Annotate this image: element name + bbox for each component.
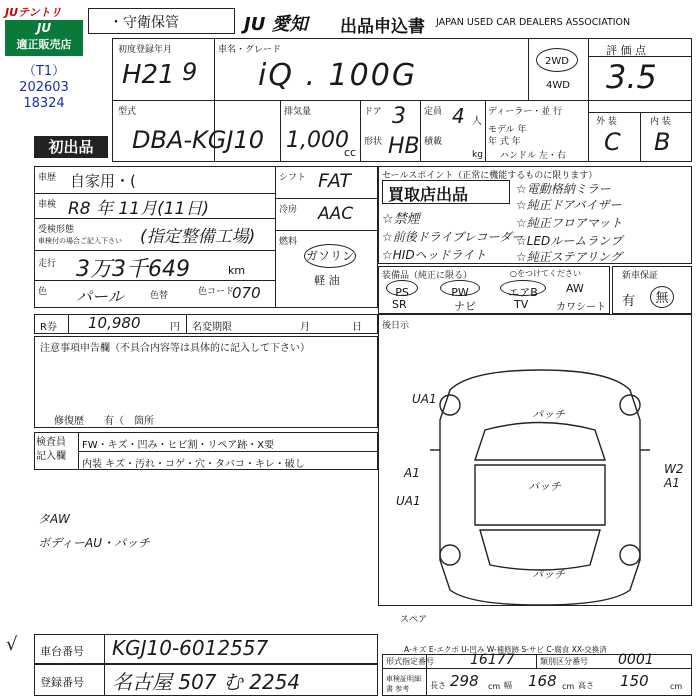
diag-ua1-top: UA1 <box>412 392 437 406</box>
repair-history: 修復歴 有（ 箇所 <box>54 416 154 427</box>
width-label: 幅 <box>504 681 512 690</box>
shift-label: シフト <box>279 173 307 183</box>
height-cm: cm <box>670 682 683 691</box>
mileage-label: 走行 <box>38 259 57 269</box>
length-label: 長さ <box>430 681 446 690</box>
lot-code: 18324 <box>23 96 65 111</box>
type-approval-label: 形式指定番号 <box>386 657 434 666</box>
sales-point-2: ☆純正ドアバイザー <box>516 198 622 212</box>
doors-value: 3 <box>392 104 406 129</box>
sales-point-1: ☆電動格納ミラー <box>516 182 611 196</box>
sales-point-7: ☆前後ドライブレコーダー <box>382 230 524 244</box>
cc-unit: cc <box>344 146 357 159</box>
sales-point-6: ☆禁煙 <box>382 212 420 227</box>
check-row-2: 内装 キズ・汚れ・コゲ・穴・タバコ・キレ・破し <box>82 459 305 470</box>
eq-ps: PS <box>386 280 418 296</box>
color-value: パール <box>76 287 124 306</box>
plate-label: 登録番号 <box>40 676 84 689</box>
receipt-note: 車検付の場合ご記入下さい <box>38 237 122 245</box>
height-label: 高さ <box>578 681 594 690</box>
fuel-gas-circle: ガソリン <box>304 244 356 268</box>
association-name: JAPAN USED CAR DEALERS ASSOCIATION <box>436 17 631 28</box>
dealer-badge-text: 適正販売店 <box>16 38 72 51</box>
recycle-amount: 10,980 <box>88 314 141 332</box>
eq-navi: ナビ <box>454 300 476 313</box>
inspector-label: 検査員 記入欄 <box>36 437 66 462</box>
color-code-value: 070 <box>232 284 261 302</box>
exterior-grade: C <box>604 128 621 156</box>
displacement-label: 排気量 <box>284 107 312 117</box>
chassis-label: 車台番号 <box>40 645 84 658</box>
sales-point-3: ☆純正フロアマット <box>516 216 623 230</box>
reg-year-label: 年 式 年 <box>488 137 521 147</box>
model-value: iQ . 100G <box>258 58 418 93</box>
security-label: ・守衛保管 <box>109 15 179 31</box>
eq-airbag: エアB <box>500 280 546 296</box>
diag-pang-3: パッチ <box>532 568 565 581</box>
sales-point-4: ☆LEDルームランプ <box>516 234 623 248</box>
equipment-note: ○をつけてください <box>510 269 581 278</box>
width-cm: cm <box>562 682 575 691</box>
first-reg-year: H21 <box>122 60 175 90</box>
type-approval-value: 16177 <box>470 652 515 668</box>
shape-value: HB <box>388 134 420 159</box>
equipment-label: 装備品（純正に限る） <box>382 271 473 281</box>
first-reg-month: 9 <box>182 58 198 86</box>
fuel-diesel: 軽 油 <box>314 274 340 287</box>
color-code-label: 色コード <box>198 287 235 297</box>
damage-legend: A-キズ E-エクボ U-凹み W-補修跡 S-サビ C-腐食 XX-交換済 <box>404 645 607 654</box>
interior-grade: B <box>654 128 671 156</box>
vehicle-use-value: 自家用・( <box>70 172 136 190</box>
first-reg-label: 初度登録年月 <box>118 45 173 55</box>
category-value: 0001 <box>618 652 654 668</box>
dealer-parallel-label: ディーラー・並 行 <box>488 107 563 117</box>
dealer-badge <box>5 20 83 56</box>
model-year-label: モデル 年 <box>488 125 527 135</box>
chassis-value: KGJ10-6012557 <box>112 636 269 660</box>
security-box <box>88 8 235 34</box>
score-value: 3.5 <box>606 58 657 96</box>
day-label: 日 <box>352 322 362 333</box>
ac-value: AAC <box>318 204 354 224</box>
eq-pw: PW <box>440 280 480 296</box>
receipt-type: (指定整備工場) <box>140 227 256 247</box>
ju-aichi-logo: JU 愛知 <box>244 14 308 35</box>
eq-aw: AW <box>566 282 584 295</box>
name-change-label: 名変期限 <box>192 322 232 333</box>
km-unit: km <box>228 264 246 277</box>
shift-value: FAT <box>318 170 352 192</box>
receipt-form-label: 受検形態 <box>38 225 75 235</box>
load-unit: kg <box>472 150 483 160</box>
plate-value: 名古屋 507 む 2254 <box>112 670 301 694</box>
capacity-value: 4 <box>452 104 465 128</box>
note-line-1: タAW <box>38 512 70 526</box>
note-line-2: ボディーAU・パッチ <box>38 536 151 550</box>
warranty-label: 新車保証 <box>622 271 659 281</box>
notes-header: 注意事項申告欄（不具合内容等は具体的に記入して下さい） <box>40 343 310 354</box>
model-name-label: 車名・グレード <box>218 45 282 55</box>
inspection-label: 車検 <box>38 200 57 210</box>
ju-badge-text: JU <box>36 21 52 35</box>
diag-ua1-left: UA1 <box>396 494 421 508</box>
length-cm: cm <box>488 682 501 691</box>
diag-pang-2: パッチ <box>528 480 561 493</box>
doors-label: ドア <box>364 107 382 117</box>
sales-point-label: セールスポイント（正常に機能するものに限ります） <box>382 171 598 181</box>
mileage-value: 3万3千649 <box>76 257 190 282</box>
eq-seat: カワシート <box>556 302 606 313</box>
fuel-label: 燃料 <box>279 237 298 247</box>
month-label: 月 <box>300 322 310 333</box>
diag-a1-left: A1 <box>404 466 420 480</box>
sales-point-5: ☆純正ステアリング <box>516 250 622 264</box>
interior-label: 内 装 <box>650 117 671 127</box>
width-value: 168 <box>528 672 557 690</box>
form-title: 出品申込書 <box>340 17 425 37</box>
check-tick: √ <box>6 634 18 655</box>
eq-sr: SR <box>392 298 407 311</box>
date-code: 202603 <box>19 80 69 95</box>
drive-4wd: 4WD <box>546 80 570 91</box>
diag-pang-1: パッチ <box>532 408 565 421</box>
capacity-unit: 人 <box>472 116 482 127</box>
warranty-no-circle: 無 <box>650 286 674 308</box>
color-label: 色 <box>38 287 48 297</box>
model-code-value: DBA-KGJ10 <box>132 126 264 154</box>
spare-label: スペア <box>400 615 428 625</box>
sales-point-8: ☆HIDヘッドライト <box>382 248 487 262</box>
ac-label: 冷房 <box>279 205 298 215</box>
buyer-listing-label: 買取店出品 <box>388 185 469 204</box>
diag-a1-right: A1 <box>664 476 680 490</box>
warranty-yes: 有 <box>622 294 636 309</box>
exterior-label: 外 装 <box>596 117 617 127</box>
handle-label: ハンドル 左・右 <box>500 151 566 161</box>
length-value: 298 <box>450 672 479 690</box>
capacity-label: 定員 <box>424 107 443 117</box>
displacement-value: 1,000 <box>286 128 349 153</box>
inspection-date: R8 年 11月(11日) <box>68 199 209 219</box>
stock-code: （T1） <box>22 64 66 79</box>
drive-2wd-circle: 2WD <box>536 48 578 72</box>
check-row-1: FW・キズ・凹み・ヒビ割・リペア跡・X要 <box>82 440 275 451</box>
first-listing-badge: 初出品 <box>34 136 108 158</box>
later-label: 後日示 <box>382 321 410 331</box>
top-logo: JUテントリ <box>5 6 62 19</box>
dims-label: 車検証明細書 参考 <box>386 675 421 693</box>
grade-label: 評 価 点 <box>606 44 646 57</box>
recycle-label: R券 <box>40 322 57 333</box>
color-swap-label: 色替 <box>150 291 169 301</box>
recycle-yen: 円 <box>170 322 180 333</box>
vehicle-type-label: 車歴 <box>38 173 57 183</box>
category-label: 類別区分番号 <box>540 657 588 666</box>
shape-label: 形状 <box>364 137 383 147</box>
diag-w2: W2 <box>664 462 684 476</box>
height-value: 150 <box>620 672 649 690</box>
eq-tv: TV <box>514 298 529 311</box>
model-code-label: 型式 <box>118 107 137 117</box>
load-label: 積載 <box>424 137 443 147</box>
